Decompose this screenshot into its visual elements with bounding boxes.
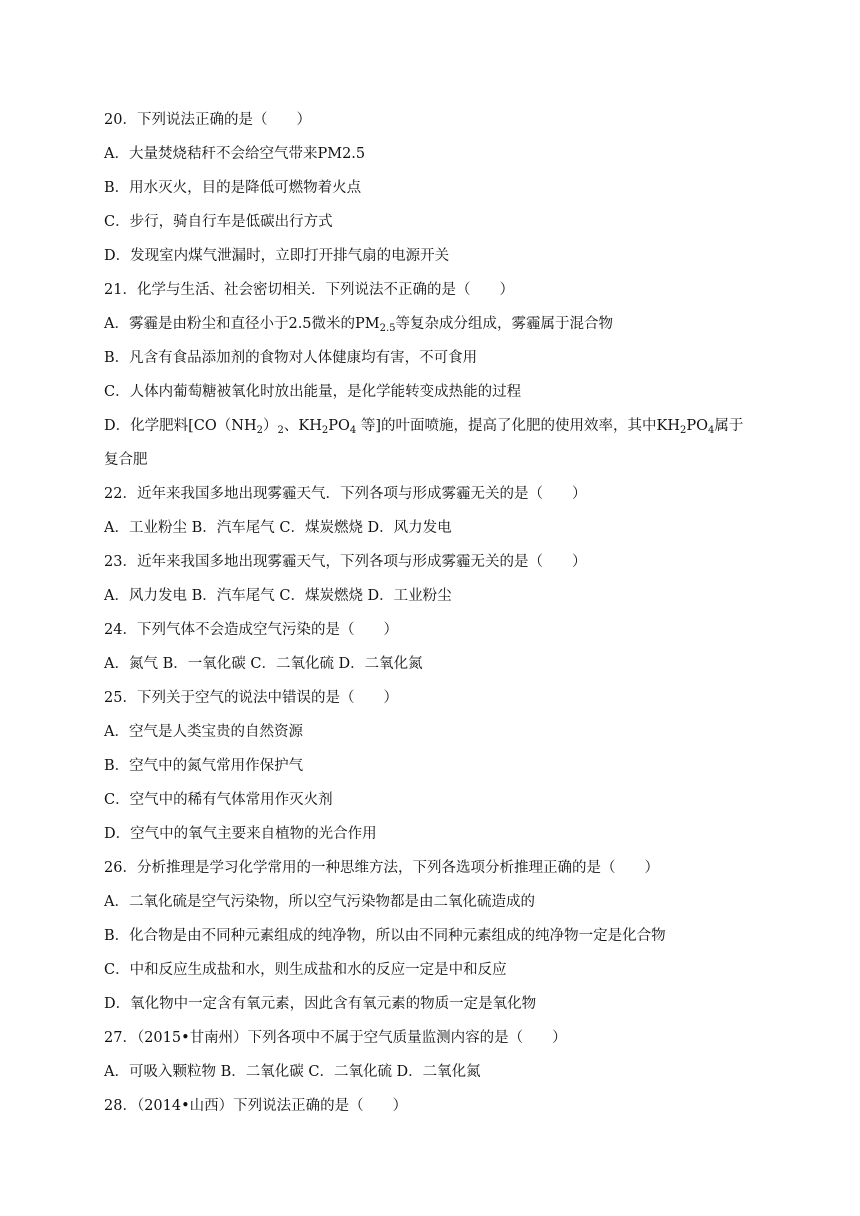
question-26-option-d: D．氧化物中一定含有氧元素，因此含有氧元素的物质一定是氧化物	[104, 996, 537, 1012]
question-21-option-b: B．凡含有食品添加剂的食物对人体健康均有害，不可食用	[104, 350, 478, 366]
question-27-stem: 27．（2015•甘南州）下列各项中不属于空气质量监测内容的是（ ）	[104, 1030, 567, 1046]
question-20-option-d: D．发现室内煤气泄漏时，立即打开排气扇的电源开关	[104, 248, 450, 264]
question-26-option-c: C．中和反应生成盐和水，则生成盐和水的反应一定是中和反应	[104, 962, 507, 978]
question-27-options: A．可吸入颗粒物 B．二氧化碳 C．二氧化硫 D．二氧化氮	[104, 1064, 481, 1080]
question-21-option-a: A．雾霾是由粉尘和直径小于2.5微米的$PM_{2.5}$等复杂成分组成，雾霾属于混合物	[104, 316, 614, 334]
question-21-stem: 21．化学与生活、社会密切相关．下列说法不正确的是（ ）	[104, 282, 514, 298]
question-25-option-c: C．空气中的稀有气体常用作灭火剂	[104, 792, 333, 808]
question-26-option-b: B．化合物是由不同种元素组成的纯净物，所以由不同种元素组成的纯净物一定是化合物	[104, 928, 666, 944]
question-28-stem: 28．（2014•山西）下列说法正确的是（ ）	[104, 1098, 408, 1114]
question-23-stem: 23．近年来我国多地出现雾霾天气，下列各项与形成雾霾无关的是（ ）	[104, 554, 587, 570]
question-25-option-b: B．空气中的氮气常用作保护气	[104, 758, 304, 774]
question-24-options: A．氮气 B．一氧化碳 C．二氧化硫 D．二氧化氮	[104, 656, 423, 672]
question-25-option-d: D．空气中的氧气主要来自植物的光合作用	[104, 826, 377, 842]
question-26-option-a: A．二氧化硫是空气污染物，所以空气污染物都是由二氧化硫造成的	[104, 894, 535, 910]
question-20-stem: 20．下列说法正确的是（ ）	[104, 112, 311, 128]
question-24-stem: 24．下列气体不会造成空气污染的是（ ）	[104, 622, 398, 638]
question-20-option-c: C．步行，骑自行车是低碳出行方式	[104, 214, 333, 230]
question-23-options: A．风力发电 B．汽车尾气 C．煤炭燃烧 D．工业粉尘	[104, 588, 452, 604]
question-20-option-b: B．用水灭火，目的是降低可燃物着火点	[104, 180, 362, 196]
question-20-option-a: A．大量焚烧秸秆不会给空气带来PM2.5	[104, 146, 366, 162]
question-21-option-c: C．人体内葡萄糖被氧化时放出能量，是化学能转变成热能的过程	[104, 384, 522, 400]
question-26-stem: 26．分析推理是学习化学常用的一种思维方法，下列各选项分析推理正确的是（ ）	[104, 860, 659, 876]
question-21-option-d: D．化学肥料[$CO(NH_2)_2$、$KH_2PO_4$ 等]的叶面喷施，提高了化肥的使用效率，其中$KH_2PO_4$属于	[104, 418, 744, 436]
question-22-stem: 22．近年来我国多地出现雾霾天气．下列各项与形成雾霾无关的是（ ）	[104, 486, 587, 502]
question-25-option-a: A．空气是人类宝贵的自然资源	[104, 724, 303, 740]
question-25-stem: 25．下列关于空气的说法中错误的是（ ）	[104, 690, 398, 706]
question-22-options: A．工业粉尘 B．汽车尾气 C．煤炭燃烧 D．风力发电	[104, 520, 452, 536]
question-21-option-d-continuation: 复合肥	[104, 452, 148, 468]
